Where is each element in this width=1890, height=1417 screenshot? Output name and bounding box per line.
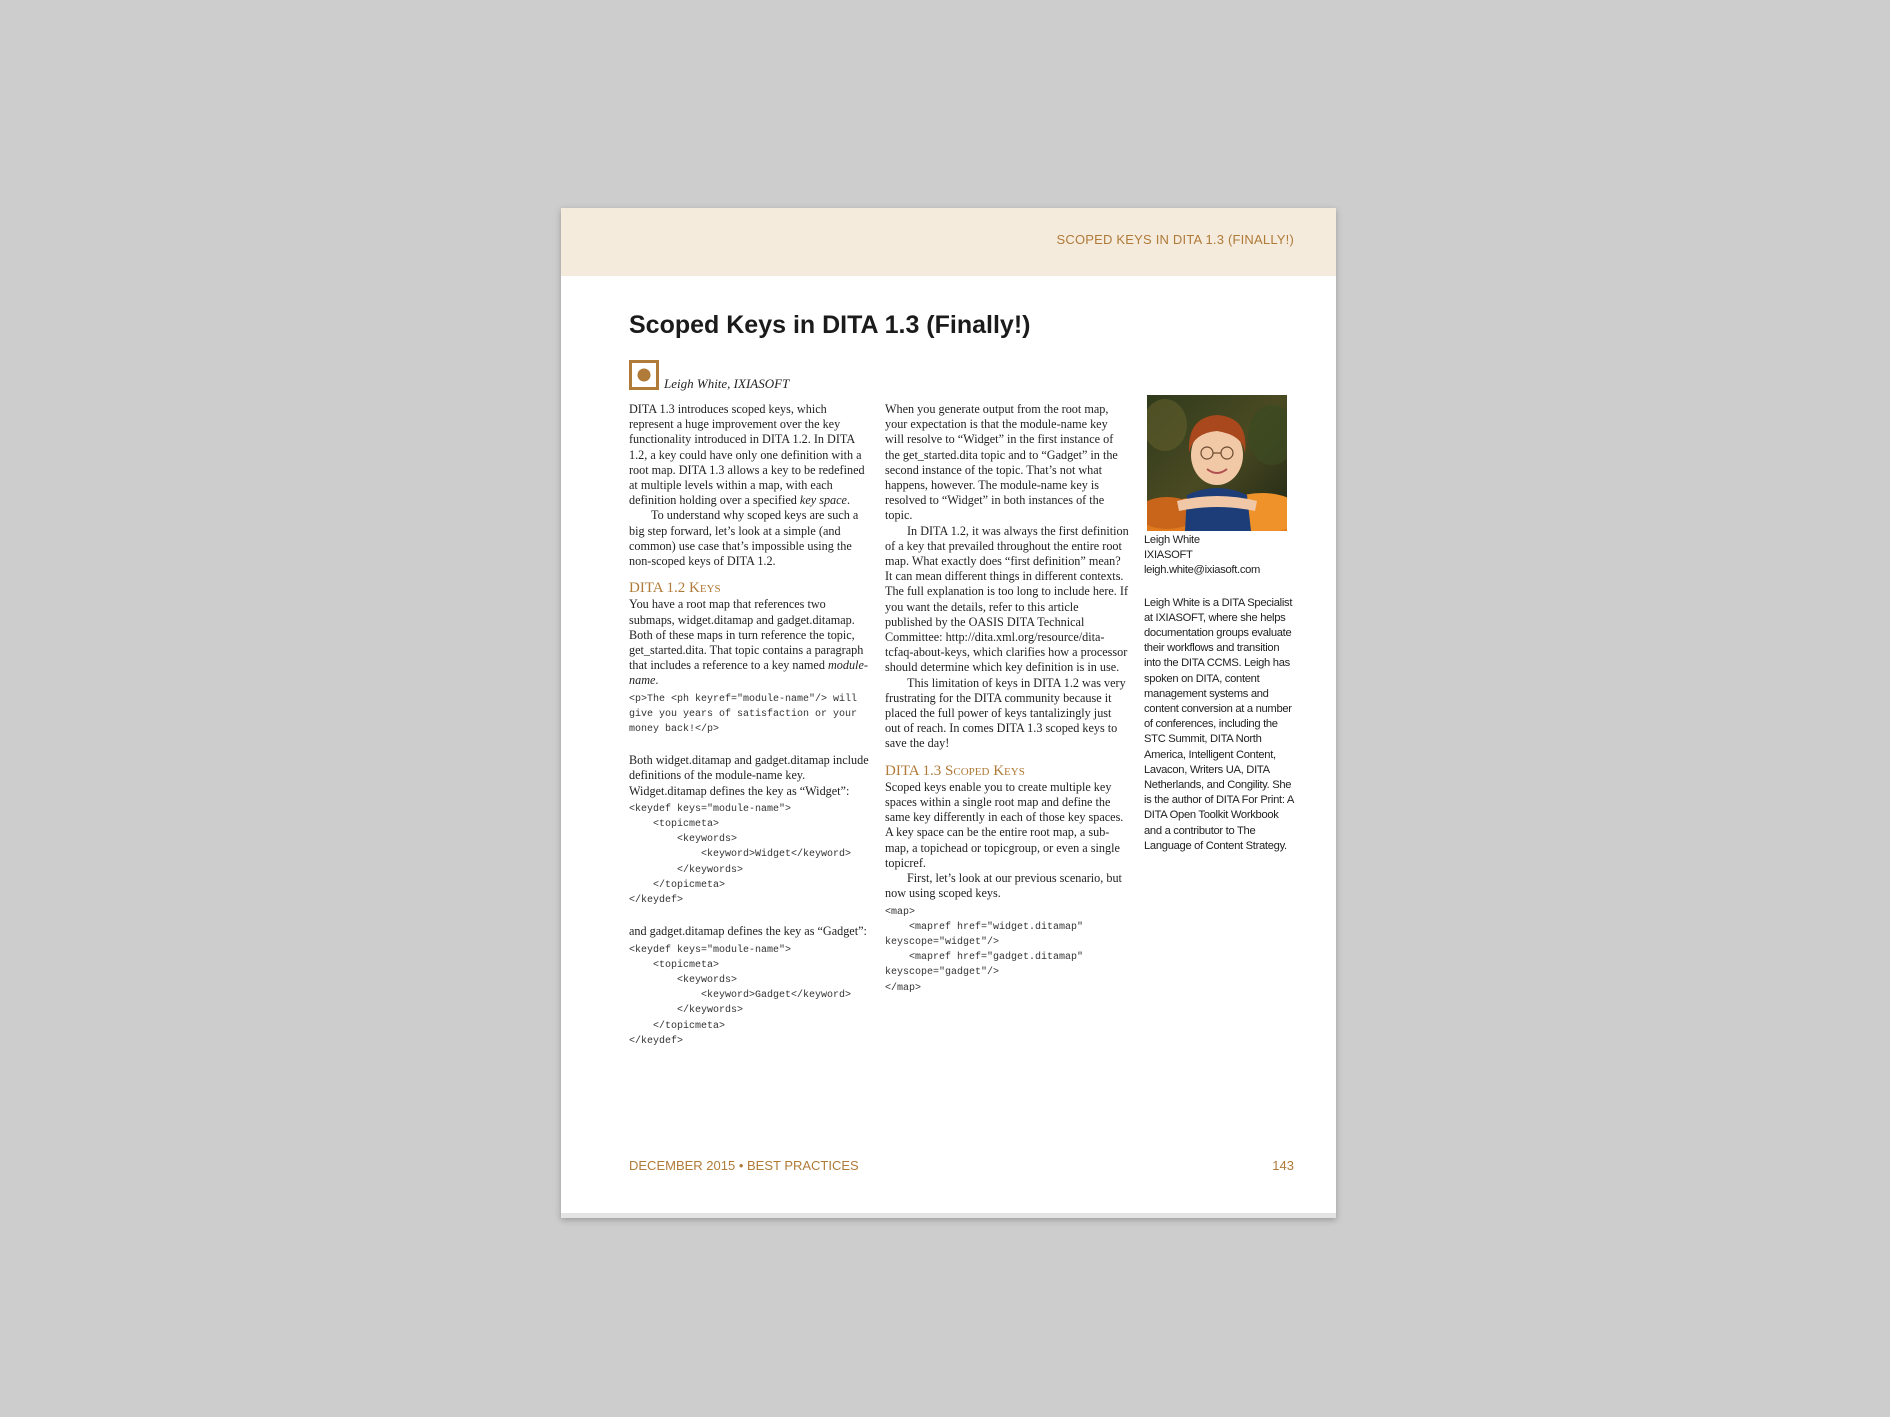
paragraph: When you generate output from the root map, your expectation is that the module-name key will resolve to “Widget” in the first instance of the get_started.dita topic and to “Gadget” in the second instance of the topic. That’s not what happens, however. The module-name key is resolved to “Widget” in both instances of the topic. [885,402,1118,523]
author-email: leigh.white@ixiasoft.com [1144,564,1261,577]
footer-issue: DECEMBER 2015 • BEST PRACTICES [629,1158,859,1173]
code-block: <keydef keys="module-name"> <topicmeta> <keywords> <keyword>Widget</keyword> </keywords> </topicmeta> </keydef> [629,803,852,907]
code-block: <map> <mapref href="widget.ditamap" keyscope="widget"/> <mapref href="gadget.ditamap" keyscope="gadget"/> </map> [885,906,1084,994]
paragraph: First, let’s look at our previous scenario, but now using scoped keys. [885,871,1122,901]
paragraph: This limitation of keys in DITA 1.2 was very frustrating for the DITA community because it placed the full power of keys tantalizingly just out of reach. In comes DITA 1.3 scoped keys to save the day! [885,675,1126,751]
author-photo [1147,395,1287,531]
paragraph: DITA 1.3 introduces scoped keys, which represent a huge improvement over the key functionality introduced in DITA 1.2. In DITA 1.2, a key could have only one definition with a root map. DITA 1.3 allows a key to be redefined at multiple levels within a map, with each definition holding over a specified key space. [629,402,865,508]
author-bio: Leigh White is a DITA Specialist at IXIASOFT, where she helps documentation groups evaluate their workflows and transition into the DITA CCMS. Leigh has spoken on DITA, content management systems and content conversion at a number of conferences, including the STC Summit, DITA North America, Intelligent Content, Lavacon, Writers UA, DITA Netherlands, and Congility. She is the author of DITA For Print: A DITA Open Toolkit Workbook and a contributor to The Language of Content Strategy. [1144,596,1294,852]
paragraph: Scoped keys enable you to create multiple key spaces within a single root map and define the same key differently in each of those key spaces. A key space can be the entire root map, a sub-map, a topichead or topicgroup, or even a single topicref. [885,779,1124,870]
paragraph: In DITA 1.2, it was always the first definition of a key that prevailed throughout the entire root map. What exactly does “first definition” mean? It can mean different things in different contexts. The full explanation is too long to include here. If you want the details, refer to this article published by the OASIS DITA Technical Committee: http://dita.xml.org/resource/dita-tcfaq-about-keys, which clarifies how a processor should determine which key definition is in use. [885,523,1129,675]
author-sidebar [1144,533,1294,854]
paragraph: and gadget.ditamap defines the key as “Gadget”: [629,924,867,939]
paragraph: You have a root map that references two submaps, widget.ditamap and gadget.ditamap. Both of these maps in turn reference the topic, get_started.dita. That topic contains a paragraph that includes a reference to a key named module-name. [629,597,868,688]
author-logo-icon [629,360,659,390]
code-block: <keydef keys="module-name"> <topicmeta> <keywords> <keyword>Gadget</keyword> </keywords> </topicmeta> </keydef> [629,944,852,1047]
column-1 [629,402,873,1049]
paragraph: To understand why scoped keys are such a big step forward, let’s look at a simple (and common) use case that’s impossible using the non-scoped keys of DITA 1.2. [629,508,859,569]
magazine-page [561,208,1336,1218]
page-number: 143 [1272,1158,1294,1173]
article-title: Scoped Keys in DITA 1.3 (Finally!) [629,311,1031,339]
byline: Leigh White, IXIASOFT [664,376,790,391]
code-block: <p>The <ph keyref="module-name"/> will give you years of satisfaction or your money back!</p> [629,693,858,736]
column-2 [885,402,1129,996]
section-heading: DITA 1.3 Scoped Keys [885,762,1025,779]
paragraph: Both widget.ditamap and gadget.ditamap include definitions of the module-name key. Widget.ditamap defines the key as “Widget”: [629,753,869,798]
section-heading: DITA 1.2 Keys [629,580,721,597]
author-name: Leigh White [1144,534,1200,546]
author-company: IXIASOFT [1144,549,1193,562]
running-head: SCOPED KEYS IN DITA 1.3 (FINALLY!) [1056,232,1294,247]
